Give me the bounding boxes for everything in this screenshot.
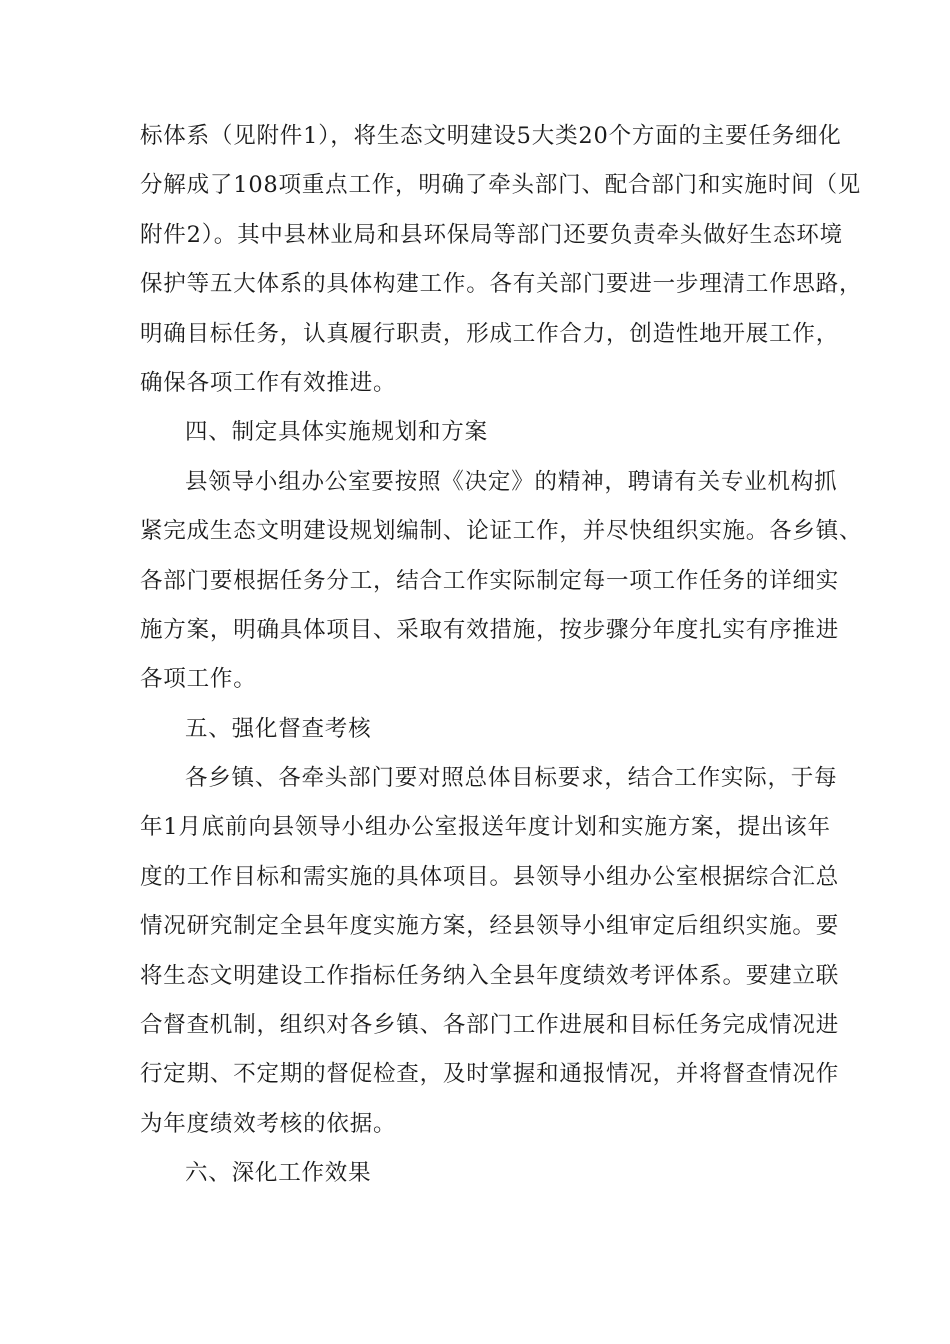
text-line: 情况研究制定全县年度实施方案，经县领导小组审定后组织实施。要 xyxy=(140,913,840,940)
text-line: 度的工作目标和需实施的具体项目。县领导小组办公室根据综合汇总 xyxy=(140,863,840,890)
text-line: 为年度绩效考核的依据。 xyxy=(140,1110,397,1137)
text-line: 各项工作。 xyxy=(140,666,257,693)
text-line: 紧完成生态文明建设规划编制、论证工作，并尽快组织实施。各乡镇、 xyxy=(140,518,863,545)
text-line: 县领导小组办公室要按照《决定》的精神，聘请有关专业机构抓 xyxy=(185,468,838,495)
heading-text: 四、制定具体实施规划和方案 xyxy=(185,419,488,446)
text-line: 标体系（见附件1），将生态文明建设5大类20个方面的主要任务细化 xyxy=(140,123,842,149)
section-heading-6 xyxy=(140,1149,840,1198)
paragraph-planning xyxy=(140,458,863,705)
text-line: 年1月底前向县领导小组办公室报送年度计划和实施方案，提出该年 xyxy=(140,814,831,841)
text-line: 保护等五大体系的具体构建工作。各有关部门要进一步理清工作思路， xyxy=(140,271,863,298)
paragraph-assignment xyxy=(140,112,863,408)
text-line: 确保各项工作有效推进。 xyxy=(140,369,397,396)
section-heading-4 xyxy=(140,408,840,457)
text-line: 分解成了108项重点工作，明确了牵头部门、配合部门和实施时间（见 xyxy=(140,172,862,199)
text-line: 各乡镇、各牵头部门要对照总体目标要求，结合工作实际，于每 xyxy=(185,765,838,792)
text-line: 将生态文明建设工作指标任务纳入全县年度绩效考评体系。要建立联 xyxy=(140,962,840,989)
text-line: 行定期、不定期的督促检查，及时掌握和通报情况，并将督查情况作 xyxy=(140,1061,840,1088)
heading-text: 五、强化督查考核 xyxy=(185,715,372,742)
text-line: 各部门要根据任务分工，结合工作实际制定每一项工作任务的详细实 xyxy=(140,567,840,594)
section-heading-5 xyxy=(140,705,840,754)
text-line: 附件2）。其中县林业局和县环保局等部门还要负责牵头做好生态环境 xyxy=(140,221,843,248)
heading-text: 六、深化工作效果 xyxy=(185,1160,372,1187)
document-body xyxy=(140,112,863,1199)
text-line: 施方案，明确具体项目、采取有效措施，按步骤分年度扎实有序推进 xyxy=(140,616,840,643)
text-line: 明确目标任务，认真履行职责，形成工作合力，创造性地开展工作， xyxy=(140,320,840,347)
text-line: 合督查机制，组织对各乡镇、各部门工作进展和目标任务完成情况进 xyxy=(140,1012,840,1039)
paragraph-supervision xyxy=(140,754,840,1149)
